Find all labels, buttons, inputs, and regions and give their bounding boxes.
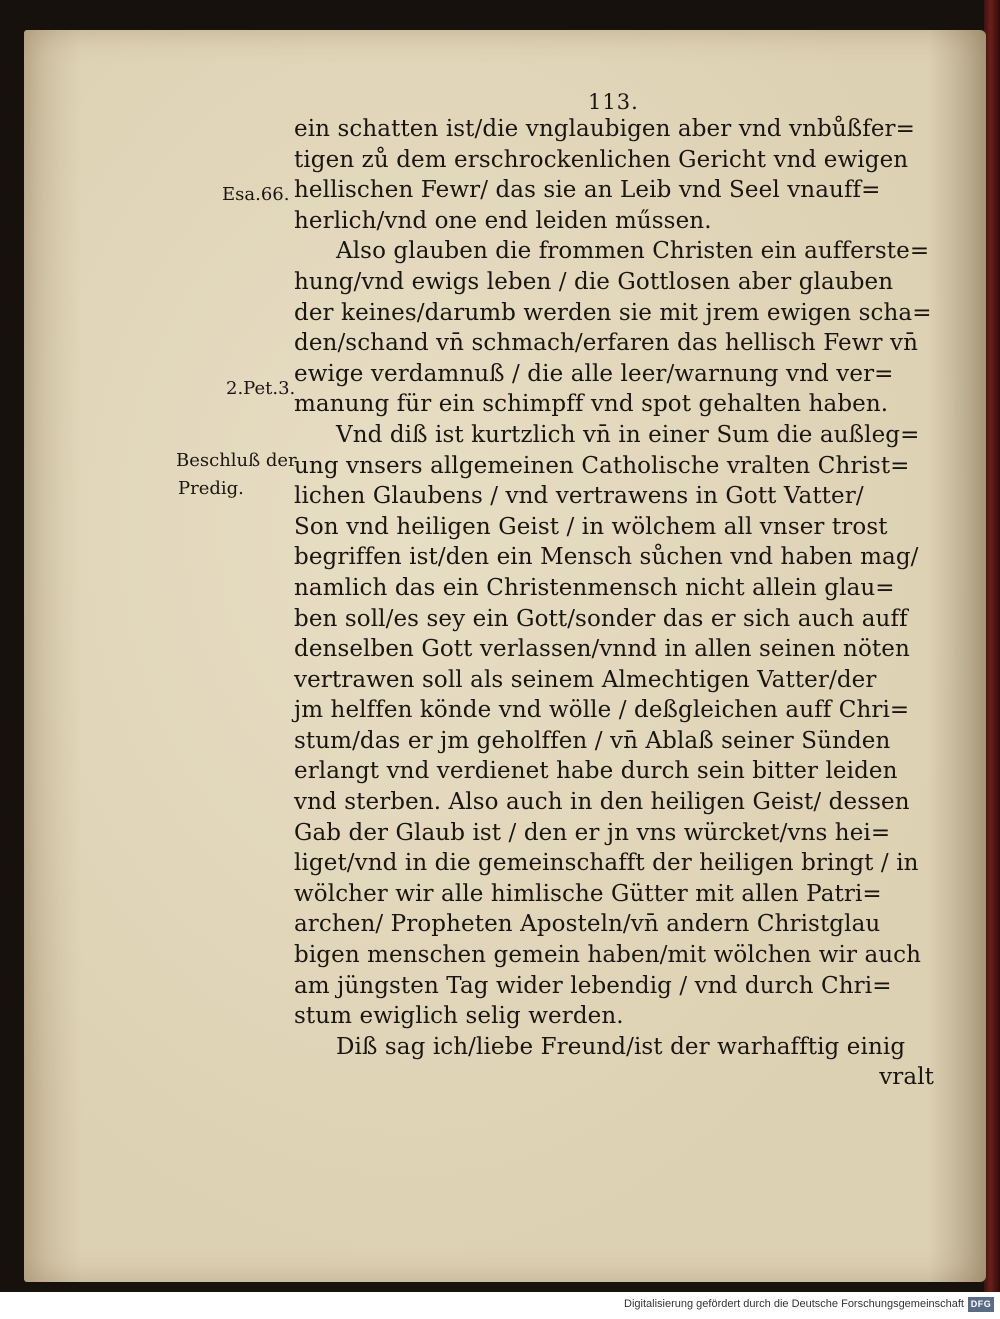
footer-bar xyxy=(0,1292,1000,1319)
text-line: ben soll/es sey ein Gott/sonder das er sich auch auff xyxy=(294,605,908,632)
text-line: herlich/vnd one end leiden műssen. xyxy=(294,207,712,234)
text-line: Son vnd heiligen Geist / in wölchem all vnser trost xyxy=(294,513,888,540)
page-number: 113. xyxy=(588,90,639,114)
text-line: hellischen Fewr/ das sie an Leib vnd Seel vnauff= xyxy=(294,177,881,204)
marginal-note-beschluss: Beschluß der xyxy=(176,450,297,471)
text-line: am jüngsten Tag wider lebendig / vnd durch Chri= xyxy=(294,972,892,999)
marginal-note-petr: 2.Pet.3. xyxy=(226,378,296,399)
marginal-note-predig: Predig. xyxy=(178,478,244,499)
text-line: jm helffen könde vnd wölle / deßgleichen auff Chri= xyxy=(294,697,910,724)
text-line: ein schatten ist/die vnglaubigen aber vnd vnbůßfer= xyxy=(294,116,916,142)
text-line: Also glauben die frommen Christen ein aufferste= xyxy=(336,238,930,265)
text-line: lichen Glaubens / vnd vertrawens in Gott Vatter/ xyxy=(294,483,864,510)
text-line: stum ewiglich selig werden. xyxy=(294,1003,624,1030)
text-line: wölcher wir alle himlische Gütter mit allen Patri= xyxy=(294,880,882,907)
text-line: Vnd diß ist kurtzlich vn̄ in einer Sum die außleg= xyxy=(336,421,920,448)
text-line: hung/vnd ewigs leben / die Gottlosen aber glauben xyxy=(294,268,894,295)
text-line: denselben Gott verlassen/vnnd in allen seinen nöten xyxy=(294,636,910,663)
funding-credit: Digitalisierung gefördert durch die Deutsche Forschungsgemeinschaft xyxy=(624,1298,964,1310)
text-line: Gab der Glaub ist / den er jn vns würcket/vns hei= xyxy=(294,819,891,846)
text-line: bigen menschen gemein haben/mit wölchen wir auch xyxy=(294,942,922,969)
text-line: archen/ Propheten Aposteln/vn̄ andern Christglau xyxy=(294,911,881,938)
text-line: Diß sag ich/liebe Freund/ist der warhafftig einig xyxy=(336,1033,906,1060)
text-line: manung für ein schimpff vnd spot gehalten haben. xyxy=(294,391,889,418)
text-line: liget/vnd in die gemeinschafft der heiligen bringt / in xyxy=(294,850,919,877)
text-line: tigen zů dem erschrockenlichen Gericht vnd ewigen xyxy=(294,146,909,173)
dfg-logo: DFG xyxy=(968,1297,994,1312)
text-line: vertrawen soll als seinem Almechtigen Vatter/der xyxy=(294,666,877,693)
text-line: stum/das er jm geholffen / vn̄ Ablaß seiner Sünden xyxy=(294,727,891,754)
body-text xyxy=(294,114,946,1093)
text-line: vnd sterben. Also auch in den heiligen Geist/ dessen xyxy=(294,789,910,816)
text-line: ung vnsers allgemeinen Catholische vralten Christ= xyxy=(294,452,910,479)
marginal-note-esa: Esa.66. xyxy=(222,184,290,205)
text-line: namlich das ein Christenmensch nicht allein glau= xyxy=(294,574,895,601)
text-line: den/schand vn̄ schmach/erfaren das hellisch Fewr vn̄ xyxy=(294,330,919,357)
text-line: der keines/darumb werden sie mit jrem ewigen scha= xyxy=(294,299,932,326)
book-edge xyxy=(984,0,1000,1292)
text-line: ewige verdamnuß / die alle leer/warnung vnd ver= xyxy=(294,360,894,387)
text-line: begriffen ist/den ein Mensch sůchen vnd haben mag/ xyxy=(294,544,919,571)
text-line: erlangt vnd verdienet habe durch sein bitter leiden xyxy=(294,758,898,785)
catchword: vralt xyxy=(879,1064,934,1091)
